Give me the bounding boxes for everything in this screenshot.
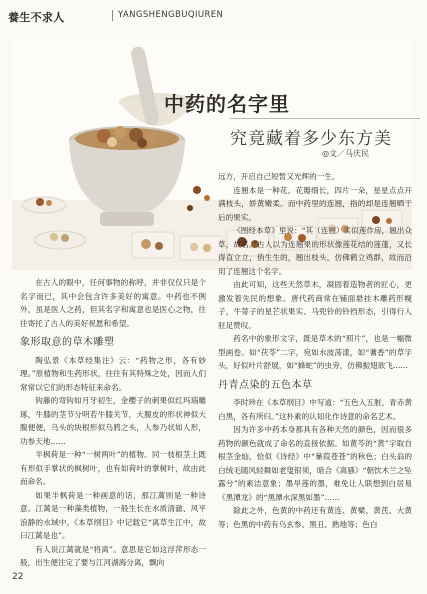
magazine-subtitle: YANGSHENGBUQIUREN: [118, 10, 224, 20]
magazine-logo: 養生不求人: [8, 11, 65, 24]
body-paragraph: 由此可知，这些天然草木，凝固着造物者的匠心，更激发着先民的想象。唐代药商常在铺面悬挂木雕药形幌子，牛蒡子的星芒状果实、马兜铃的铃铛形态，引得行人驻足赞叹。: [218, 280, 412, 330]
page-number: 22: [12, 572, 24, 582]
body-paragraph: 如果半枫荷是一种画意的话，那江蓠则是一种诗意。江蓠是一种藻类植物，一般生长在水质清澈、风平浪静的水域中。《本草纲目》中记载它“离草生江中，故曰江蓠是也”。: [20, 490, 206, 540]
body-paragraph: 连翘本是一种花。花瓣细长，四片一朵，星星点点开满枝头，娇黄嫩柔。而中药里的连翘，指的却是连翘晒干后的果实。: [218, 185, 412, 222]
article-title: 中药的名字里: [164, 92, 290, 116]
right-column: [218, 170, 412, 531]
body-paragraph: 药名中的象形文字，既是草木的“照片”，也是一幅微型画卷。如“茯苓”二字，宛如水波荡漾，如“蓍香”的草字头，好似叶片舒展，如“蜂蛇”的虫旁，仿佛振翅欲飞……: [218, 334, 412, 370]
section-heading-color: 丹青点染的五色本草: [218, 379, 313, 391]
article-subtitle: 究竟藏着多少东方美: [230, 129, 392, 149]
body-paragraph: 李时珍在《本草纲目》中写道：“五色入五脏，青赤黄白黑，各有所归。”这朴素的认知化作诗意的命名艺术。: [218, 398, 412, 421]
body-paragraph: 因为许多中药本身都具有各种天然的颜色，因而很多药物的颜色就成了命名的直接依据。如黄芩的“黄”字取自根茎金灿，恰似《诗经》中“蒹葭苍苍”的秋色；白头翁的白绒毛随风轻舞如老叟银须，暗合《离骚》“朝饮木兰之坠露兮”的素洁意象；墨旱莲的墨，难免让人联想到白居易《黑潭龙》的“黑潭水深黑如墨”……: [218, 425, 412, 502]
left-column: [20, 276, 206, 570]
intro-paragraph: 在古人的眼中，任何事物的称呼，并非仅仅只是个名字而已，其中会包含许多美好的寓意。中药也不例外，虽是医人之药，但其名字和寓意也是医心之物，往往寄托了古人的美好祝愿和希望。: [20, 278, 206, 328]
title-divider: [230, 118, 420, 119]
header-divider: [112, 10, 113, 21]
body-paragraph: 半枫荷是一种“一树两叶”的植物。同一枝根茎上既有形似手掌状的枫树叶，也有如荷叶的掌树叶，故由此而命名。: [20, 450, 206, 486]
body-paragraph: 《图经本草》里说：“其（连翘）实似莲作房，翘出众草，故名。”古人以为连翘果的形状像莲花结的莲蓬，又长得直立立，俏生生的，翘出枝头，仿佛鹤立鸡群，故而沿用了连翘这个名字。: [218, 226, 412, 276]
section-heading-shape: 象形取意的草木雕塑: [20, 337, 115, 348]
author-byline: ◎文／马庆民: [322, 149, 369, 158]
page-header: [0, 0, 427, 30]
body-paragraph: 陶弘景《本草经集注》云：“药物之形，各有妙理。”原植物和生药形状，往往有其特殊之处，因而人们常常以它们的形态特征来命名。: [20, 355, 206, 392]
body-paragraph: 钩藤的弯钩如月牙初生，金樱子的刺果似红玛瑙雕琢，牛膝的茎节分明若牛膝关节，大腹皮的形状神似大腹便便，乌头的块根形似乌鸦之头，人参乃状如人形，功参天地……: [20, 396, 206, 446]
body-paragraph: 有人说江蓠就是“将离”。意思是它如这浮萍形态一般，出生便注定了要与江河湖海分离，飘向: [20, 544, 206, 567]
body-paragraph: 除此之外，色黄的中药还有黄连、黄檗、黄芪、大黄等；色黑的中药有乌玄参、黑丑、熟地等；色白: [218, 506, 412, 529]
body-paragraph: 远方，开启自己短暂又光辉的一生。: [218, 172, 340, 181]
